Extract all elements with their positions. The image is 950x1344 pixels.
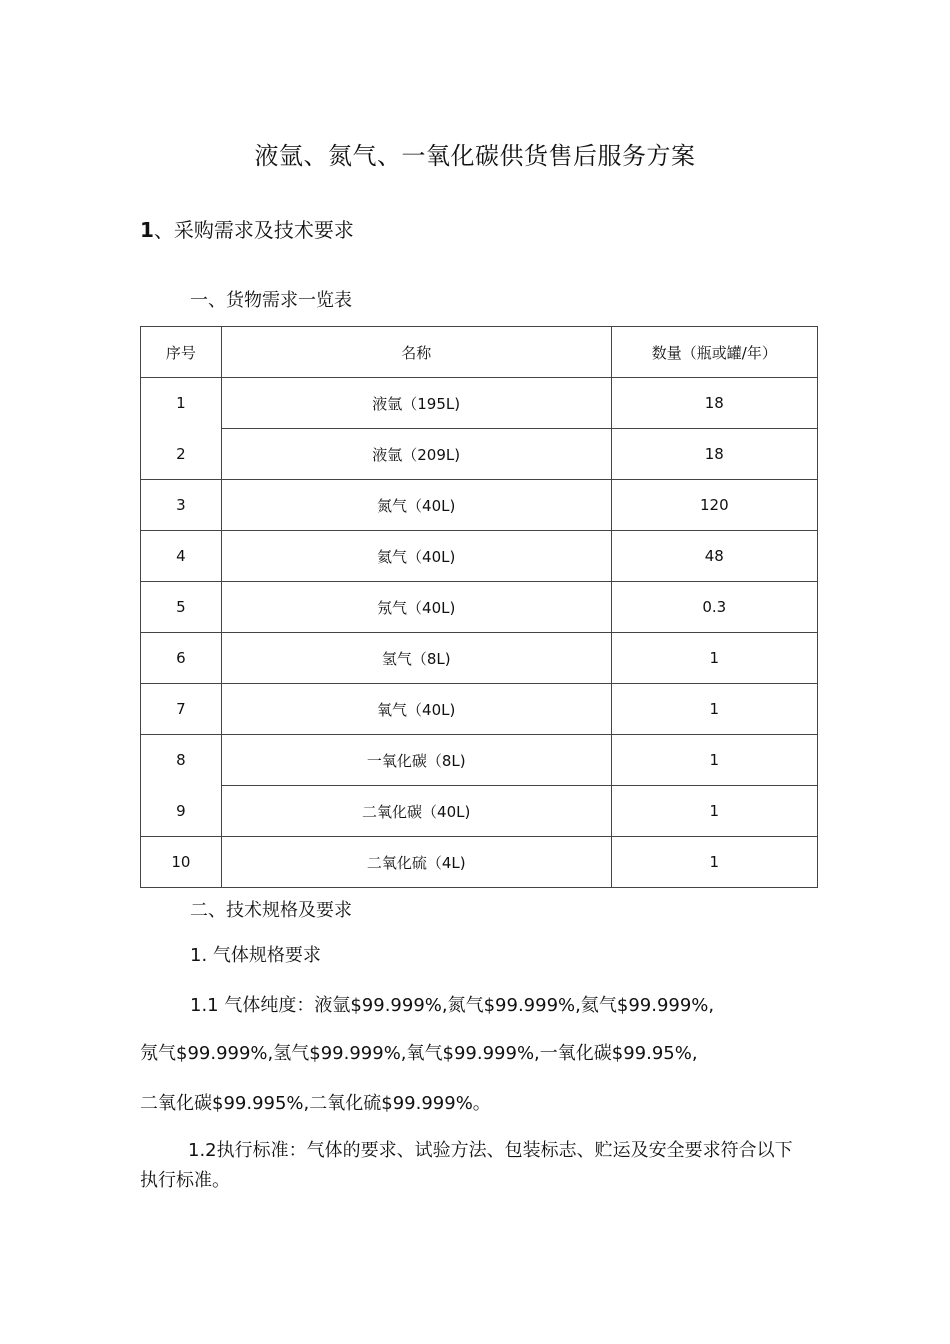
cell-seq: 10 [141,837,222,888]
cell-qty: 1 [611,837,817,888]
cell-seq: 2 [176,444,186,463]
header-name: 名称 [221,327,611,378]
cell-name: 二氧化硫（4L) [221,837,611,888]
part1-heading: 一、货物需求一览表 [190,290,352,311]
section-label: 、采购需求及技术要求 [153,218,354,242]
cell-name: 液氩（209L) [221,429,611,480]
table-row [141,480,818,531]
cell-qty: 48 [611,531,817,582]
table-row [141,786,818,837]
table-header-row [141,327,818,378]
purity-line-2: 氖气$99.999%,氢气$99.999%,氧气$99.999%,一氧化碳$99.95%, [140,1043,698,1064]
cell-seq: 6 [141,633,222,684]
cell-seq: 7 [141,684,222,735]
document-title: 液氩、氮气、一氧化碳供货售后服务方案 [254,142,696,170]
cell-name: 氮气（40L) [221,480,611,531]
cell-name: 氖气（40L) [221,582,611,633]
item1-heading: 1. 气体规格要求 [190,945,321,966]
cell-name: 氦气（40L) [221,531,611,582]
header-seq: 序号 [141,327,222,378]
table-row [141,684,818,735]
standard-paragraph: 1.2执行标准：气体的要求、试验方法、包装标志、贮运及安全要求符合以下执行标准。 [140,1140,793,1191]
cell-qty: 1 [611,633,817,684]
table-row [141,837,818,888]
cell-name: 液氩（195L) [221,378,611,429]
cell-qty: 1 [611,684,817,735]
header-qty: 数量（瓶或罐/年） [611,327,817,378]
purity-line-3: 二氧化碳$99.995%,二氧化硫$99.999%。 [140,1093,491,1114]
table-row [141,582,818,633]
cell-seq: 9 [176,801,186,820]
cell-qty: 0.3 [611,582,817,633]
cell-qty: 120 [611,480,817,531]
part2-heading: 二、技术规格及要求 [190,900,352,921]
table-row [141,429,818,480]
table-row [141,735,818,786]
section-heading [140,214,354,243]
table-row [141,633,818,684]
cell-qty: 1 [611,735,817,786]
table-row [141,531,818,582]
cell-qty: 18 [611,429,817,480]
cell-name: 二氧化碳（40L) [221,786,611,837]
section-number: 1 [140,218,154,242]
purity-line-1: 1.1 气体纯度：液氩$99.999%,氮气$99.999%,氦气$99.999%, [190,995,715,1016]
cell-seq: 5 [141,582,222,633]
merged-seq-cell [141,735,222,837]
cell-seq: 3 [141,480,222,531]
cell-qty: 18 [611,378,817,429]
cell-seq: 1 [176,394,186,413]
cell-name: 氧气（40L) [221,684,611,735]
cell-seq: 4 [141,531,222,582]
cell-name: 一氧化碳（8L) [221,735,611,786]
cell-seq: 8 [176,751,186,770]
goods-table [140,326,818,888]
merged-seq-cell [141,378,222,480]
cell-qty: 1 [611,786,817,837]
cell-name: 氢气（8L) [221,633,611,684]
table-row [141,378,818,429]
